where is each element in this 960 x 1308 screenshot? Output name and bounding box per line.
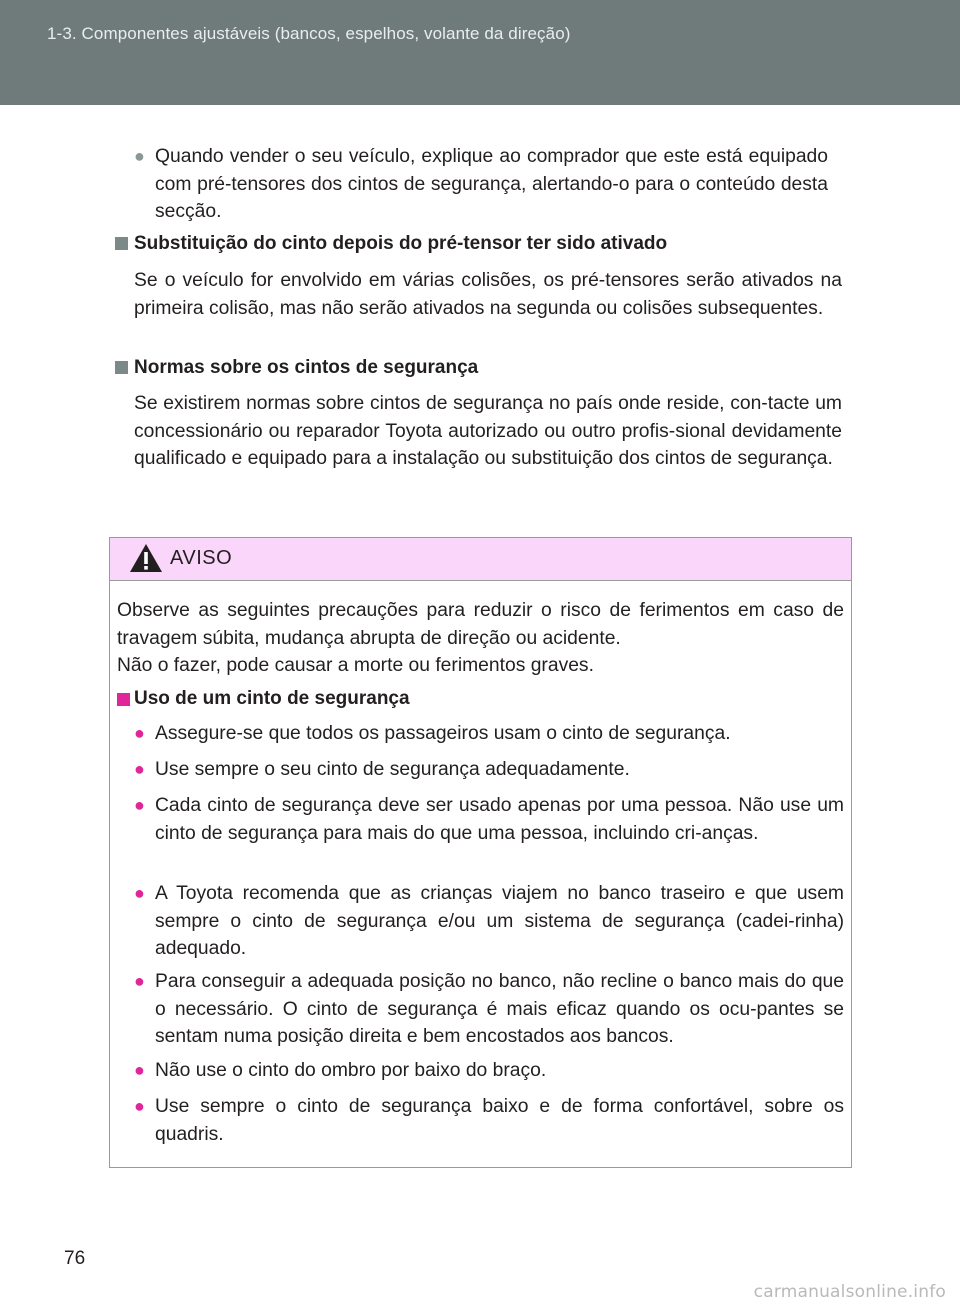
warning-intro: Observe as seguintes precauções para reduzir o risco de ferimentos em caso de travagem súbita, mudança abrupta de direção ou acidente.	[117, 600, 844, 649]
bullet-icon: ●	[134, 883, 145, 903]
bullet-icon: ●	[134, 759, 145, 779]
bullet-icon: ●	[134, 795, 145, 815]
page-header	[0, 0, 960, 105]
page-number: 76	[64, 1248, 86, 1269]
section-text-norms: Se existirem normas sobre cintos de segurança no país onde reside, con-tacte um concessionário ou reparador Toyota autorizado ou outro profis-sional devidamente qualificado e equipado para a instalação ou substituição dos cintos de segurança.	[134, 393, 842, 469]
section-square-icon	[115, 237, 128, 250]
warning-item: Use sempre o seu cinto de segurança adequadamente.	[155, 759, 630, 780]
bullet-icon: ●	[134, 723, 145, 743]
bullet-icon: ●	[134, 1060, 145, 1080]
chapter-title: 1-3. Componentes ajustáveis (bancos, espelhos, volante da direção)	[47, 24, 571, 43]
warning-item: Use sempre o cinto de segurança baixo e de forma confortável, sobre os quadris.	[155, 1096, 844, 1145]
warning-heading: Uso de um cinto de segurança	[134, 688, 410, 709]
warning-triangle-icon	[129, 543, 163, 573]
intro-bullet-text: Quando vender o seu veículo, explique ao comprador que este está equipado com pré-tensores dos cintos de segurança, alertando-o para o conteúdo desta secção.	[155, 146, 828, 222]
warning-item: Para conseguir a adequada posição no banco, não recline o banco mais do que o necessário. O cinto de segurança é mais eficaz quando os ocu-pantes se sentam numa posição direita e bem encostados aos bancos.	[155, 971, 844, 1047]
warning-title: AVISO	[170, 547, 233, 569]
warning-box	[109, 537, 852, 1168]
bullet-icon: ●	[134, 146, 145, 166]
warning-intro-consequence: Não o fazer, pode causar a morte ou ferimentos graves.	[117, 655, 594, 676]
warning-header	[110, 538, 851, 581]
warning-item: A Toyota recomenda que as crianças viajem no banco traseiro e que usem sempre o cinto de segurança e/ou um sistema de segurança (cadei-rinha) adequado.	[155, 883, 844, 959]
section-text-replacement: Se o veículo for envolvido em várias colisões, os pré-tensores serão ativados na primeira colisão, mas não serão ativados na segunda ou colisões subsequentes.	[134, 270, 842, 319]
warning-item: Cada cinto de segurança deve ser usado apenas por uma pessoa. Não use um cinto de segurança para mais do que uma pessoa, incluindo cri-anças.	[155, 795, 844, 844]
warning-item: Não use o cinto do ombro por baixo do braço.	[155, 1060, 547, 1081]
section-heading-replacement: Substituição do cinto depois do pré-tensor ter sido ativado	[134, 233, 668, 254]
bullet-icon: ●	[134, 971, 145, 991]
section-heading-norms: Normas sobre os cintos de segurança	[134, 357, 479, 378]
section-square-icon	[115, 361, 128, 374]
warning-item: Assegure-se que todos os passageiros usam o cinto de segurança.	[155, 723, 731, 744]
warning-square-icon	[117, 693, 130, 706]
footer-url: carmanualsonline.info	[753, 1282, 946, 1302]
bullet-icon: ●	[134, 1096, 145, 1116]
